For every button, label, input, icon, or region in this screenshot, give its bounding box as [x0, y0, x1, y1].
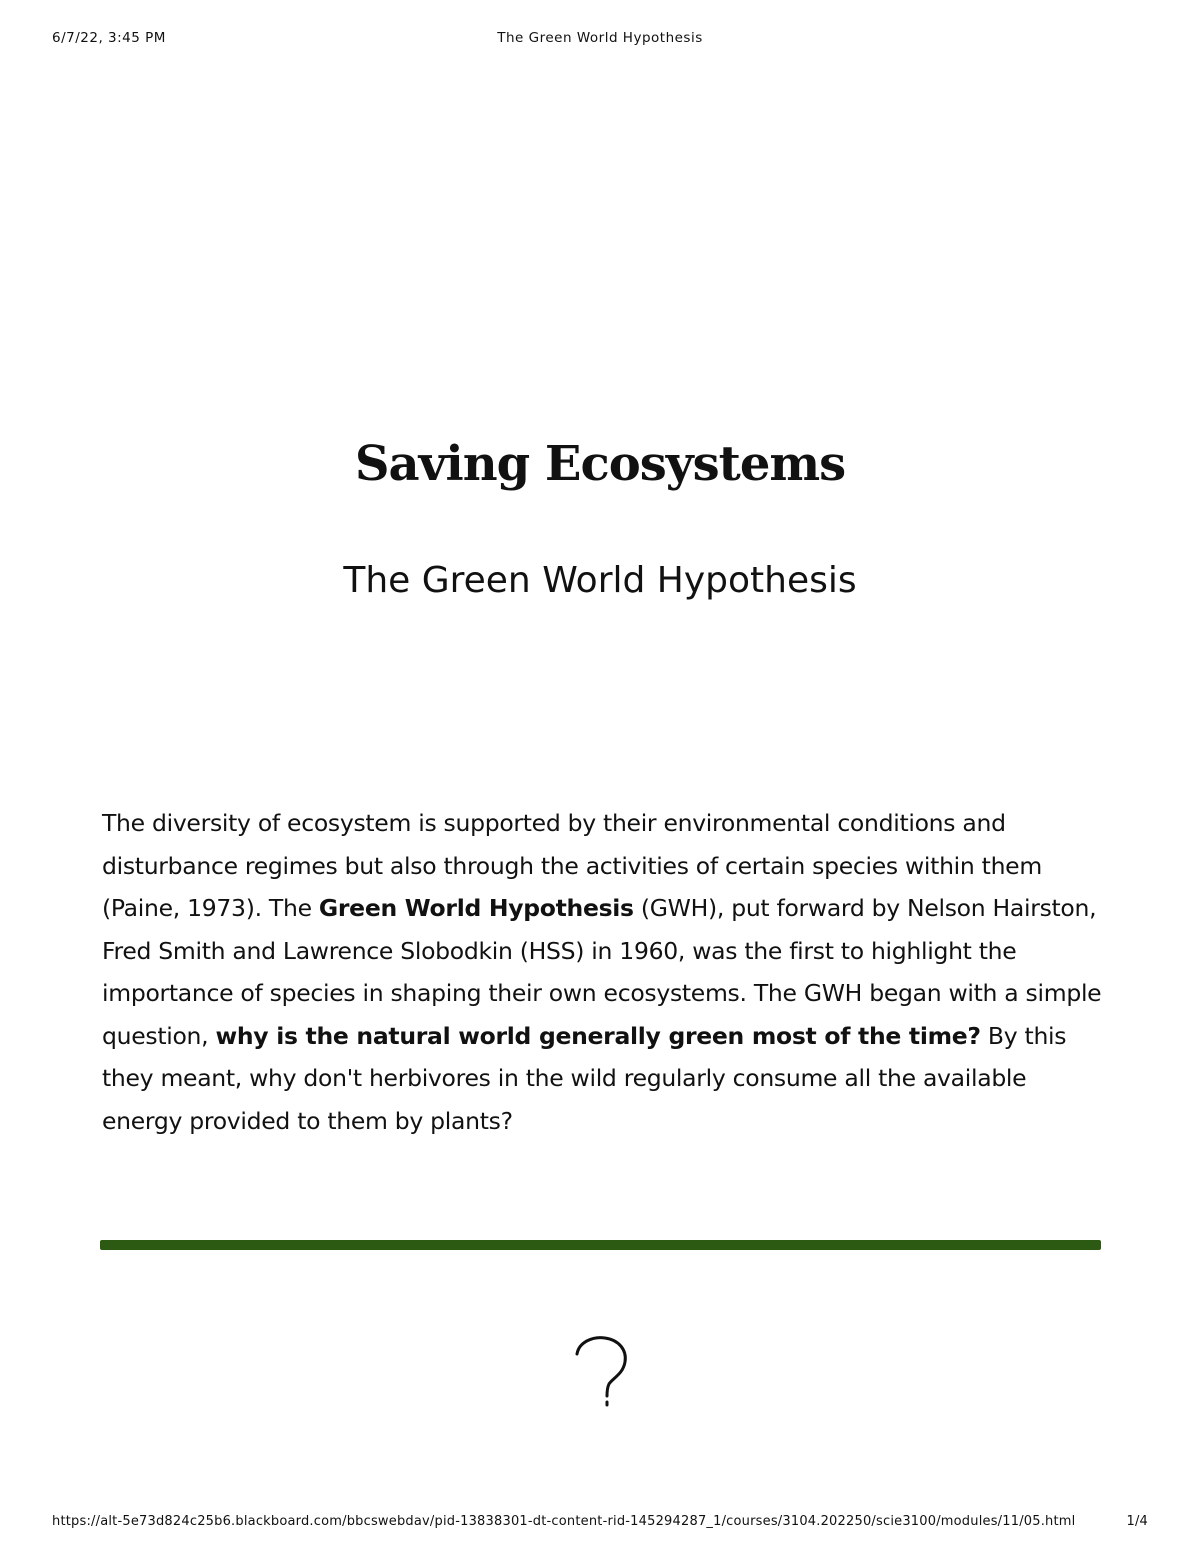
question-mark-icon [571, 1334, 631, 1408]
paragraph-bold-term: Green World Hypothesis [318, 894, 634, 922]
paragraph-text: The diversity of ecosystem is supported by their environmental conditions and disturbance regimes but also through the activities of certain species within them (Paine, 1973). The [102, 809, 1042, 922]
page-number: 1/4 [1126, 1514, 1148, 1529]
paragraph-bold-question: why is the natural world generally green most of the time? [215, 1021, 981, 1050]
print-url: https://alt-5e73d824c25b6.blackboard.com/bbcswebdav/pid-13838301-dt-content-rid-145294287_1/courses/3104.202250/scie3100/modules/11/05.html [52, 1514, 1076, 1529]
paragraph-text: By this they meant, why don't herbivores in the wild regularly consume all the available energy provided to them by plants? [102, 1021, 1067, 1135]
print-date: 6/7/22, 3:45 PM [52, 30, 166, 46]
section-divider [100, 1240, 1101, 1250]
intro-paragraph [102, 802, 1102, 1142]
print-header [0, 30, 1200, 50]
print-footer [0, 1514, 1200, 1534]
page-subtitle: The Green World Hypothesis [343, 560, 857, 601]
page-title: Saving Ecosystems [354, 436, 846, 492]
print-page-title: The Green World Hypothesis [497, 30, 703, 46]
paragraph-text: (GWH), put forward by Nelson Hairston, Fred Smith and Lawrence Slobodkin (HSS) in 1960, was the first to highlight the importance of species in shaping their own ecosystems. The GWH began with a simple question, [102, 894, 1102, 1050]
